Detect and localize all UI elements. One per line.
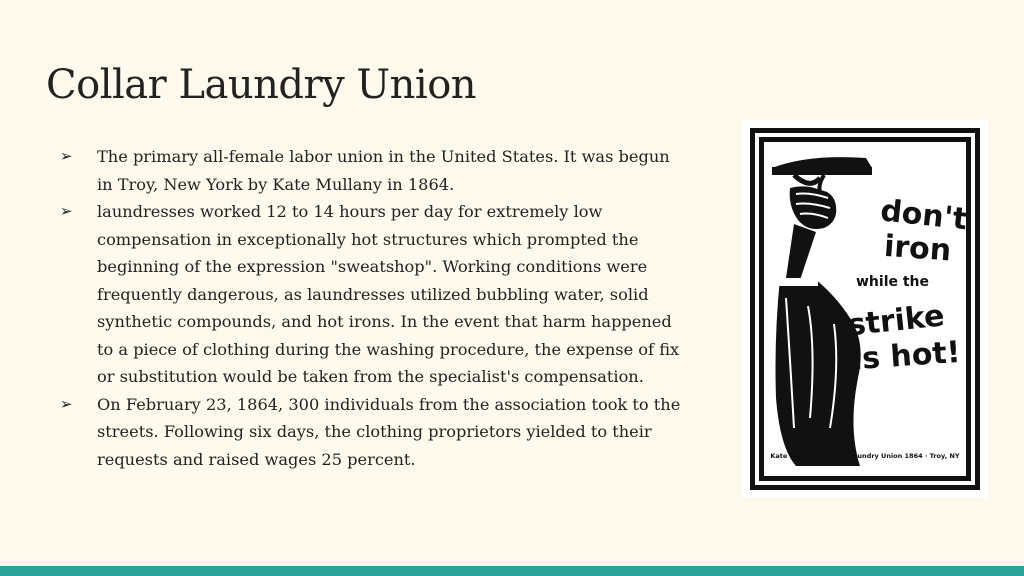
poster-slogan-3: while the [856, 274, 930, 290]
poster-slogan-1: don't [878, 193, 969, 238]
bullet-text: The primary all-female labor union in the United States. It was begun in Troy, New York by Kate Mullany in 1864. [97, 147, 670, 194]
accent-bar [0, 566, 1024, 576]
bullet-text: laundresses worked 12 to 14 hours per day for extremely low compensation in exceptionally hot structures which prompted the beginning of the expression "sweatshop". Working conditions were frequently dangerous, as laundresses utilized bubbling water, solid synthetic compounds, and hot irons. In the event that harm happened to a piece of clothing during the washing procedure, the expense of fix or substitution would be taken from the specialist's compensation. [97, 202, 680, 386]
bullet-item [58, 391, 688, 474]
poster-slogan-4: strike [846, 298, 947, 344]
arrow-bullet-icon: ➢ [60, 147, 73, 165]
arrow-bullet-icon: ➢ [60, 394, 73, 413]
slide-title: Collar Laundry Union [46, 62, 477, 108]
poster-slogan-2: iron [882, 228, 953, 269]
poster-footer: Kate Mullany · Collar Laundry Union 1864 · Troy, NY [770, 452, 960, 460]
poster-image [742, 120, 988, 498]
poster-slogan-5: is hot! [850, 334, 962, 378]
bullet-item [58, 198, 688, 391]
arrow-bullet-icon: ➢ [60, 202, 73, 220]
bullet-text: On February 23, 1864, 300 individuals from the association took to the streets. Following six days, the clothing proprietors yielded to their requests and raised wages 25 percent. [97, 394, 681, 469]
bullet-list [58, 143, 688, 473]
bullet-item [58, 143, 688, 198]
strike-poster [750, 128, 980, 490]
